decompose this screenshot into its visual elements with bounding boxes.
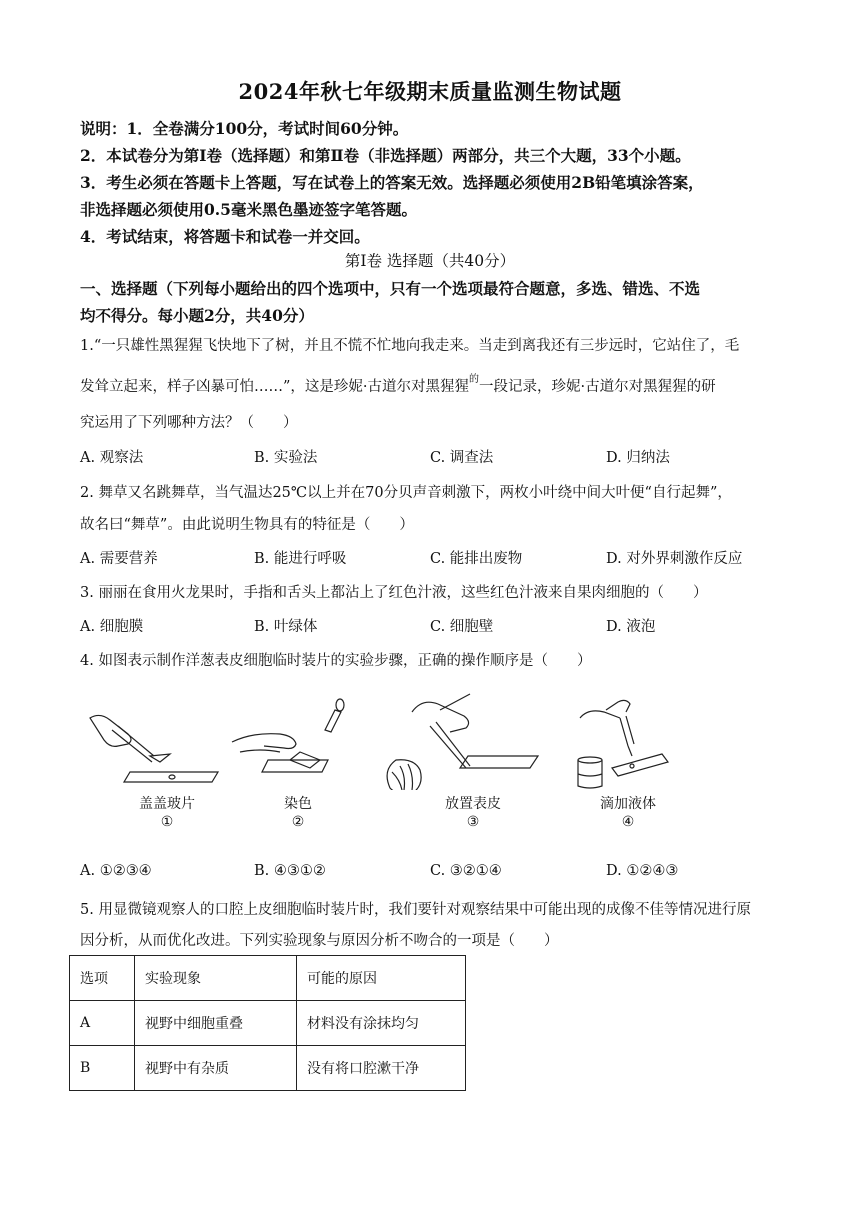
q3-option-b[interactable]: B. 叶绿体 [254,619,318,635]
step-2-illustration [232,699,344,772]
q3-option-d[interactable]: D. 液泡 [606,619,656,635]
q4-option-d[interactable]: D. ①②④③ [606,863,679,879]
q2-text-line-2: 故名曰“舞草”。由此说明生物具有的特征是（ ） [80,517,414,533]
q1-text-line-2 [80,375,716,396]
table-cell: 没有将口腔漱干净 [297,1046,466,1091]
table-header-cell: 可能的原因 [297,956,466,1001]
section-heading: 第Ⅰ卷 选择题（共40分） [344,252,516,270]
table-header-row [70,956,466,1001]
q5-text-line-2: 因分析，从而优化改进。下列实验现象与原因分析不吻合的一项是（ ） [80,933,559,949]
instruction-line-5: 4．考试结束，将答题卡和试卷一并交回。 [80,227,370,246]
q3-option-c[interactable]: C. 细胞壁 [430,619,494,635]
q1-text-line-1: 1.“一只雄性黑猩猩飞快地下了树，并且不慌不忙地向我走来。当走到离我还有三步远时，它站住了，毛 [80,338,740,354]
q4-text-line-1: 4. 如图表示制作洋葱表皮细胞临时装片的实验步骤，正确的操作顺序是（ ） [80,653,592,669]
q2-text-line-1: 2. 舞草又名跳舞草，当气温达25℃以上并在70分贝声音刺激下，两枚小叶绕中间大叶便“自行起舞”， [80,485,732,501]
table-cell: 材料没有涂抹均匀 [297,1001,466,1046]
part-one-heading-line-2: 均不得分。每小题2分，共40分） [80,306,314,325]
q2-option-a[interactable]: A. 需要营养 [80,551,158,567]
figure-number-step-1: ① [160,814,174,830]
table-cell: A [70,1001,135,1046]
q3-text-line-1: 3. 丽丽在食用火龙果时，手指和舌头上都沾上了红色汁液，这些红色汁液来自果肉细胞的（ ） [80,585,708,601]
instruction-line-1: 说明：1．全卷满分100分，考试时间60分钟。 [80,119,409,138]
instruction-line-4: 非选择题必须使用0.5毫米黑色墨迹签字笔答题。 [80,200,417,219]
step-1-illustration [90,715,218,782]
instruction-line-3: 3．考生必须在答题卡上答题，写在试卷上的答案无效。选择题必须使用2B铅笔填涂答案， [80,173,704,192]
q2-option-c[interactable]: C. 能排出废物 [430,551,523,567]
q5-table [69,955,466,1091]
table-cell: 视野中有杂质 [135,1046,297,1091]
figure-number-step-3: ③ [466,814,480,830]
q1-option-c[interactable]: C. 调查法 [430,450,494,466]
step-4-illustration [578,700,668,788]
part-one-heading-line-1: 一、选择题（下列每小题给出的四个选项中，只有一个选项最符合题意，多选、错选、不选 [80,279,701,298]
q3-option-a[interactable]: A. 细胞膜 [80,619,144,635]
table-row [70,1046,466,1091]
table-row [70,1001,466,1046]
figure-label-step-4: 滴加液体 [600,796,656,812]
q1-text-line-2b: 一段记录，珍妮·古道尔对黑猩猩的研 [479,379,716,395]
q4-figure [0,690,860,790]
q5-text-line-1: 5. 用显微镜观察人的口腔上皮细胞临时装片时，我们要针对观察结果中可能出现的成像不佳等情况进行原 [80,902,751,918]
table-header-cell: 实验现象 [135,956,297,1001]
step-3-illustration [387,694,538,790]
q1-text-line-2a: 发耸立起来，样子凶暴可怕……”，这是珍妮·古道尔对黑猩猩 [80,379,470,395]
page-title: 2024年秋七年级期末质量监测生物试题 [238,79,622,104]
q1-option-b[interactable]: B. 实验法 [254,450,318,466]
q4-option-b[interactable]: B. ④③①② [254,863,326,879]
q2-option-d[interactable]: D. 对外界刺激作反应 [606,551,743,567]
figure-label-step-2: 染色 [284,796,312,812]
q4-option-a[interactable]: A. ①②③④ [80,863,152,879]
q1-option-a[interactable]: A. 观察法 [80,450,144,466]
q2-option-b[interactable]: B. 能进行呼吸 [254,551,347,567]
table-cell: B [70,1046,135,1091]
figure-number-step-4: ④ [621,814,635,830]
figure-label-step-3: 放置表皮 [445,796,501,812]
q4-option-c[interactable]: C. ③②①④ [430,863,502,879]
q1-superscript: 的 [469,374,480,385]
instruction-line-2: 2．本试卷分为第Ⅰ卷（选择题）和第Ⅱ卷（非选择题）两部分，共三个大题，33个小题。 [80,146,691,165]
q1-option-d[interactable]: D. 归纳法 [606,450,670,466]
figure-number-step-2: ② [291,814,305,830]
q1-text-line-3: 究运用了下列哪种方法？（ ） [80,415,298,431]
table-cell: 视野中细胞重叠 [135,1001,297,1046]
table-header-cell: 选项 [70,956,135,1001]
figure-label-step-1: 盖盖玻片 [139,796,195,812]
